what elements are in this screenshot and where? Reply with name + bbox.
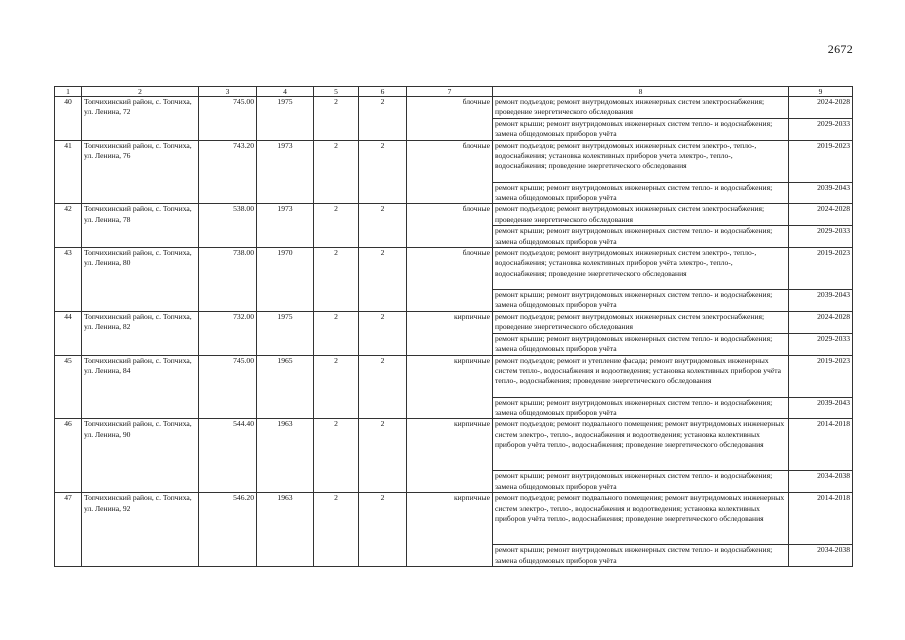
address-cell: Топчихинский район, с. Топчиха, ул. Ленина, 72: [82, 97, 199, 141]
works-cell: ремонт крыши; ремонт внутридомовых инженерных систем тепло- и водоснабжения; замена общедомовых приборов учёта: [493, 290, 789, 312]
table-body: [55, 97, 853, 567]
floors-cell: 2: [314, 248, 359, 312]
year-cell: 1975: [257, 97, 314, 141]
works-cell: ремонт крыши; ремонт внутридомовых инженерных систем тепло- и водоснабжения; замена общедомовых приборов учёта: [493, 226, 789, 248]
wall-material-cell: кирпичные: [407, 311, 493, 355]
period-cell: 2029-2033: [789, 226, 853, 248]
address-cell: Топчихинский район, с. Топчиха, ул. Ленина, 80: [82, 248, 199, 312]
column-header: 3: [199, 87, 257, 97]
works-cell: ремонт подъездов; ремонт подвального помещения; ремонт внутридомовых инженерных систем электро-, тепло-, водоснабжения и водоотведения; установка колективных приборов учёта тепло-, водоснабжения; проведение энергетического обследования: [493, 419, 789, 471]
table-row: [55, 97, 853, 119]
year-cell: 1975: [257, 311, 314, 355]
works-cell: ремонт крыши; ремонт внутридомовых инженерных систем тепло- и водоснабжения; замена общедомовых приборов учёта: [493, 545, 789, 567]
row-number-cell: 43: [55, 248, 82, 312]
row-number-cell: 41: [55, 140, 82, 204]
works-cell: ремонт подъездов; ремонт внутридомовых инженерных систем электроснабжения; проведение энергетического обследования: [493, 204, 789, 226]
entrances-cell: 2: [359, 248, 407, 312]
address-cell: Топчихинский район, с. Топчиха, ул. Ленина, 82: [82, 311, 199, 355]
building-registry-table: [54, 86, 853, 567]
works-cell: ремонт подъездов; ремонт внутридомовых инженерных систем электро-, тепло-, водоснабжения; установка колективных приборов учёта электро-, тепло-, водоснабжения; проведение энергетического обследования: [493, 248, 789, 290]
works-cell: ремонт подъездов; ремонт внутридомовых инженерных систем электроснабжения; проведение энергетического обследования: [493, 97, 789, 119]
page-number: 2672: [827, 42, 853, 56]
entrances-cell: 2: [359, 419, 407, 493]
year-cell: 1963: [257, 419, 314, 493]
row-number-cell: 44: [55, 311, 82, 355]
works-cell: ремонт крыши; ремонт внутридомовых инженерных систем тепло- и водоснабжения; замена общедомовых приборов учёта: [493, 471, 789, 493]
works-cell: ремонт крыши; ремонт внутридомовых инженерных систем тепло- и водоснабжения; замена общедомовых приборов учёта: [493, 118, 789, 140]
period-cell: 2024-2028: [789, 311, 853, 333]
address-cell: Топчихинский район, с. Топчиха, ул. Ленина, 76: [82, 140, 199, 204]
entrances-cell: 2: [359, 204, 407, 248]
row-number-cell: 45: [55, 355, 82, 419]
works-cell: ремонт подъездов; ремонт внутридомовых инженерных систем электроснабжения; проведение энергетического обследования: [493, 311, 789, 333]
period-cell: 2029-2033: [789, 333, 853, 355]
year-cell: 1973: [257, 204, 314, 248]
period-cell: 2014-2018: [789, 419, 853, 471]
year-cell: 1970: [257, 248, 314, 312]
wall-material-cell: кирпичные: [407, 493, 493, 567]
works-cell: ремонт крыши; ремонт внутридомовых инженерных систем тепло- и водоснабжения; замена общедомовых приборов учёта: [493, 182, 789, 204]
floors-cell: 2: [314, 493, 359, 567]
row-number-cell: 42: [55, 204, 82, 248]
table-header: [55, 87, 853, 97]
row-number-cell: 47: [55, 493, 82, 567]
floors-cell: 2: [314, 204, 359, 248]
works-cell: ремонт подъездов; ремонт подвального помещения; ремонт внутридомовых инженерных систем электро-, тепло-, водоснабжения и водоотведения; установка колективных приборов учёта тепло-, водоснабжения; проведение энергетического обследования: [493, 493, 789, 545]
table-row: [55, 419, 853, 471]
table-row: [55, 493, 853, 545]
column-header: 6: [359, 87, 407, 97]
column-header: 5: [314, 87, 359, 97]
column-header: 4: [257, 87, 314, 97]
floors-cell: 2: [314, 419, 359, 493]
table-row: [55, 140, 853, 182]
wall-material-cell: блочные: [407, 248, 493, 312]
wall-material-cell: блочные: [407, 204, 493, 248]
period-cell: 2014-2018: [789, 493, 853, 545]
column-header: 1: [55, 87, 82, 97]
area-cell: 743.20: [199, 140, 257, 204]
floors-cell: 2: [314, 140, 359, 204]
period-cell: 2019-2023: [789, 248, 853, 290]
wall-material-cell: кирпичные: [407, 355, 493, 419]
area-cell: 546.20: [199, 493, 257, 567]
column-header: 8: [493, 87, 789, 97]
area-cell: 738.00: [199, 248, 257, 312]
period-cell: 2039-2043: [789, 290, 853, 312]
period-cell: 2024-2028: [789, 97, 853, 119]
entrances-cell: 2: [359, 493, 407, 567]
area-cell: 732.00: [199, 311, 257, 355]
period-cell: 2029-2033: [789, 118, 853, 140]
area-cell: 745.00: [199, 97, 257, 141]
address-cell: Топчихинский район, с. Топчиха, ул. Ленина, 78: [82, 204, 199, 248]
period-cell: 2019-2023: [789, 355, 853, 397]
entrances-cell: 2: [359, 355, 407, 419]
year-cell: 1973: [257, 140, 314, 204]
entrances-cell: 2: [359, 140, 407, 204]
address-cell: Топчихинский район, с. Топчиха, ул. Ленина, 84: [82, 355, 199, 419]
table-row: [55, 311, 853, 333]
column-header: 2: [82, 87, 199, 97]
period-cell: 2034-2038: [789, 545, 853, 567]
period-cell: 2019-2023: [789, 140, 853, 182]
works-cell: ремонт подъездов; ремонт внутридомовых инженерных систем электро-, тепло-, водоснабжения; установка колективных приборов учета электро-, тепло-, водоснабжения; проведение энергетического обследования: [493, 140, 789, 182]
column-header: 7: [407, 87, 493, 97]
period-cell: 2039-2043: [789, 397, 853, 419]
period-cell: 2039-2043: [789, 182, 853, 204]
area-cell: 745.00: [199, 355, 257, 419]
address-cell: Топчихинский район, с. Топчиха, ул. Ленина, 90: [82, 419, 199, 493]
works-cell: ремонт крыши; ремонт внутридомовых инженерных систем тепло- и водоснабжения; замена общедомовых приборов учёта: [493, 397, 789, 419]
row-number-cell: 40: [55, 97, 82, 141]
period-cell: 2024-2028: [789, 204, 853, 226]
area-cell: 544.40: [199, 419, 257, 493]
column-header: 9: [789, 87, 853, 97]
row-number-cell: 46: [55, 419, 82, 493]
year-cell: 1965: [257, 355, 314, 419]
address-cell: Топчихинский район, с. Топчиха, ул. Ленина, 92: [82, 493, 199, 567]
column-number-row: [55, 87, 853, 97]
floors-cell: 2: [314, 311, 359, 355]
entrances-cell: 2: [359, 311, 407, 355]
works-cell: ремонт подъездов; ремонт и утепление фасада; ремонт внутридомовых инженерных систем тепло-, водоснабжения и водоотведения; установка колективных приборов учёта тепло-, водоснабжения; проведение энергетического обследования: [493, 355, 789, 397]
wall-material-cell: блочные: [407, 97, 493, 141]
wall-material-cell: блочные: [407, 140, 493, 204]
floors-cell: 2: [314, 97, 359, 141]
table-row: [55, 355, 853, 397]
works-cell: ремонт крыши; ремонт внутридомовых инженерных систем тепло- и водоснабжения; замена общедомовых приборов учёта: [493, 333, 789, 355]
floors-cell: 2: [314, 355, 359, 419]
period-cell: 2034-2038: [789, 471, 853, 493]
table-row: [55, 204, 853, 226]
entrances-cell: 2: [359, 97, 407, 141]
year-cell: 1963: [257, 493, 314, 567]
table-row: [55, 248, 853, 290]
area-cell: 538.00: [199, 204, 257, 248]
wall-material-cell: кирпичные: [407, 419, 493, 493]
